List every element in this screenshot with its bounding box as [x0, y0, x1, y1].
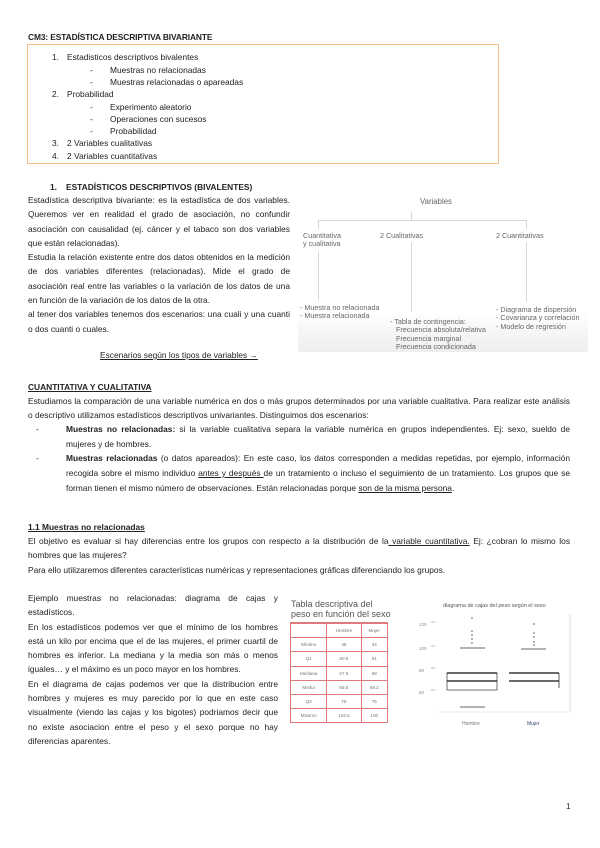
page-number: 1 [566, 802, 571, 811]
connector-line [526, 242, 527, 302]
document-title: CM3: ESTADÍSTICA DESCRIPTIVA BIVARIANTE [28, 32, 213, 42]
section1-1-text [28, 534, 570, 577]
table-row: Mínimo 45 44 [291, 638, 388, 652]
section-heading: CUANTITATIVA Y CUALITATIVA [28, 382, 152, 392]
boxplot-chart [395, 590, 595, 750]
table-title: Tabla descriptiva del peso en función del sexo [291, 599, 391, 619]
chart-title: diagrama de cajas del peso según el sexo [443, 603, 546, 609]
y-tick-label: 80 [419, 668, 425, 673]
connector-line [318, 252, 319, 300]
branch-label: 2 Cuantitativas [496, 231, 544, 240]
example-text [28, 591, 278, 748]
table-header-row: Hombre Mujer [291, 623, 388, 638]
toc-item-3: 3. 2 Variables cualitativas [52, 138, 153, 148]
leaf-list: - Tabla de contingencia: Frecuencia absoluta/relativa Frecuencia marginal Frecuencia condicionada [390, 317, 486, 352]
toc-item-2a: - Experimento aleatorio [90, 102, 192, 112]
toc-item-1: 1. Estadisticos descriptivos bivalentes [52, 52, 199, 62]
branch-label: 2 Cualitativas [380, 231, 424, 240]
table-row: Máximo 103.5 100 [291, 709, 388, 723]
table-row: Q3 75 75 [291, 695, 388, 709]
paragraph: al tener dos variables tenemos dos escenarios: una cuali y una cuanti o dos cuanti o cuales. [28, 309, 290, 334]
leaf-list: - Muestra no relacionada - Muestra relacionada [300, 303, 380, 321]
table-of-contents [27, 44, 499, 164]
toc-item-2b: - Operaciones con sucesos [90, 114, 207, 124]
descriptive-stats-table [290, 622, 388, 723]
variables-tree-diagram [298, 190, 588, 352]
y-tick-label: 120 [419, 622, 427, 627]
subsection-heading: 1.1 Muestras no relacionadas [28, 522, 145, 532]
table-row: Mediana 67.5 68 [291, 666, 388, 680]
table-row: Q1 60.5 61 [291, 652, 388, 666]
branch-label: Cuantitativa y cualitativa [303, 231, 341, 249]
connector-line [411, 242, 412, 312]
leaf-list: - Diagrama de dispersión - Covarianza y correlación - Modelo de regresión [496, 305, 580, 331]
paragraph: Ejemplo muestras no relacionadas: diagrama de cajas y estadísticos. [28, 593, 278, 618]
boxplot-svg [395, 590, 595, 750]
toc-item-1b: - Muestras relacionadas o apareadas [90, 77, 244, 87]
paragraph: El objetivo es evaluar si hay diferencias entre los grupos con respecto a la distribución de la variable cuantitativa. Ej: ¿cobran lo mismo los hombres que las mujeres? [28, 536, 571, 561]
x-category-label: Hombre [462, 721, 480, 727]
connector-line [318, 220, 319, 229]
paragraph: Estudia la relación existente entre dos datos obtenidos en la medición de dos variables diferentes (relacionadas). Mide el grado de asociación real entre las variables o la variación de los datos de una en función de la variación de los datos de la otra. [28, 252, 290, 306]
x-category-label: Mujer [527, 721, 540, 727]
paragraph: En los estadísticos podemos ver que el mínimo de los hombres está un kilo por encima que el de las mujeres, el primer cuartil de hombres es inferior. La mediana y la media son más o menos iguales… y el máximo es un poco mayor en los hombres. [28, 621, 278, 675]
toc-item-2: 2. Probabilidad [52, 89, 114, 99]
paragraph: Estadística descriptiva bivariante: es la estadística de dos variables. Queremos ver en realidad el grado de asociación, no confundir asociación con causalidad (ej. cáncer y el tabaco son dos variables que están relacionadas). [28, 195, 290, 248]
diagram-root: Variables [420, 197, 452, 206]
connector-line [411, 212, 412, 221]
toc-item-2c: - Probabilidad [90, 126, 157, 136]
paragraph: Para ello utilizaremos diferentes características numéricas y representaciones gráficas diferenciando los grupos. [28, 564, 446, 575]
toc-item-1a: - Muestras no relacionadas [90, 65, 206, 75]
bullet-item: - Muestras relacionadas (o datos apareados): En este caso, los datos corresponden a medidas repetidas, por ejemplo, información recogida sobre el mismo individuo antes y después de un tratamiento o incluso el seguimiento de un tratamiento. Los grupos que se forman tienen el mismo número de observaciones. Están relacionadas porque son de la misma persona. [36, 453, 571, 493]
bullet-item: - Muestras no relacionadas: si la variable cualitativa separa la variable numérica en grupos independientes. Ej: sexo, sueldo de mujeres y de hombres. [36, 424, 570, 449]
toc-item-4: 4. 2 Variables cuantitativas [52, 151, 158, 161]
connector-line [526, 220, 527, 229]
figure-caption: Escenarios según los tipos de variables → [100, 350, 258, 360]
table-row: Media 68.5 68.2 [291, 680, 388, 694]
paragraph: Estudiamos la comparación de una variable numérica en dos o más grupos determinados por una variable cualitativa. Para realizar este análisis o descriptivo utilizamos estadísticos descriptivos univariantes. Distinguimos dos escenarios: [28, 396, 570, 421]
paragraph: En el diagrama de cajas podemos ver que la distribucion entre hombres y mujeres es muy parecido por lo que en este caso visualmente (viendo las cajas y los bigotes) podriamos decir que no existe asociacion entre el peso y el sexo porque no hay diferencias aparentes. [28, 678, 278, 746]
y-tick-label: 100 [419, 646, 427, 651]
section-heading: 1. ESTADÍSTICOS DESCRIPTIVOS (BIVALENTES) [50, 182, 253, 192]
y-tick-label: 60 [419, 690, 425, 695]
section1-text [28, 193, 290, 336]
connector-line [318, 220, 526, 221]
